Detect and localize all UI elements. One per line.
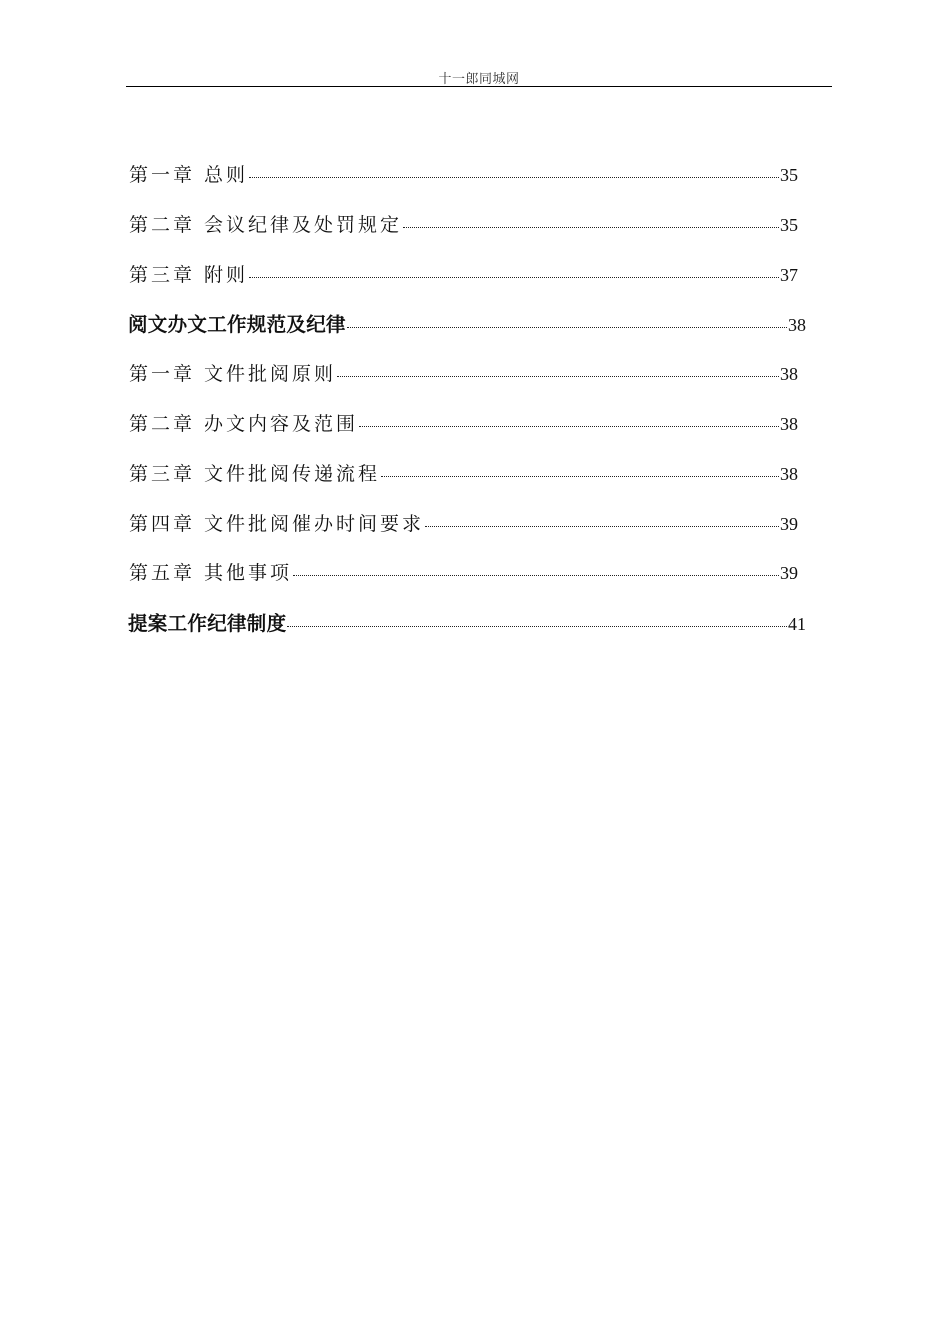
toc-entry[interactable] <box>126 459 798 509</box>
toc-entry-title: 第一章 文件批阅原则 <box>129 363 337 386</box>
toc-entry-page: 38 <box>780 413 798 434</box>
toc-section-entry[interactable] <box>126 309 806 359</box>
toc-entry-title: 第四章 文件批阅催办时间要求 <box>129 512 425 535</box>
toc-entry-title: 第五章 其他事项 <box>129 562 293 585</box>
toc-entry-page: 39 <box>780 513 798 534</box>
toc-section-page: 38 <box>788 315 806 336</box>
dot-leader <box>403 227 779 228</box>
dot-leader <box>287 626 787 627</box>
toc-section-title: 提案工作纪律制度 <box>128 612 287 636</box>
toc-entry[interactable] <box>126 359 798 409</box>
toc-entry-page: 39 <box>780 563 798 584</box>
dot-leader <box>359 426 779 427</box>
toc-entry-title: 第一章 总则 <box>129 164 249 186</box>
toc-entry-page: 35 <box>780 165 798 185</box>
dot-leader <box>249 177 779 178</box>
toc-entry-page: 35 <box>780 214 798 235</box>
dot-leader <box>381 476 779 477</box>
toc-entry-page: 38 <box>780 364 798 385</box>
toc-entry[interactable] <box>126 260 798 310</box>
dot-leader <box>293 575 779 576</box>
dot-leader <box>347 327 787 328</box>
toc-entry[interactable] <box>126 558 798 608</box>
toc-entry-page: 37 <box>780 264 798 285</box>
dot-leader <box>425 526 779 527</box>
toc-section-title: 阅文办文工作规范及纪律 <box>128 313 346 337</box>
toc-entry[interactable] <box>126 409 798 459</box>
page-header <box>126 66 832 87</box>
toc-section-page: 41 <box>788 614 806 635</box>
toc-entry-title: 第二章 办文内容及范围 <box>129 412 359 435</box>
toc-entry[interactable] <box>126 509 798 559</box>
dot-leader <box>337 376 779 377</box>
toc-entry-title: 第三章 附则 <box>129 263 249 286</box>
toc-entry[interactable] <box>126 160 798 210</box>
toc-entry-title: 第二章 会议纪律及处罚规定 <box>129 213 403 236</box>
toc-entry[interactable] <box>126 210 798 260</box>
toc-entry-title: 第三章 文件批阅传递流程 <box>129 462 381 485</box>
toc-entry-page: 38 <box>780 463 798 484</box>
header-site-name: 十一郎同城网 <box>438 72 520 87</box>
toc-section-entry[interactable] <box>126 608 806 658</box>
dot-leader <box>249 277 779 278</box>
table-of-contents <box>126 160 808 658</box>
